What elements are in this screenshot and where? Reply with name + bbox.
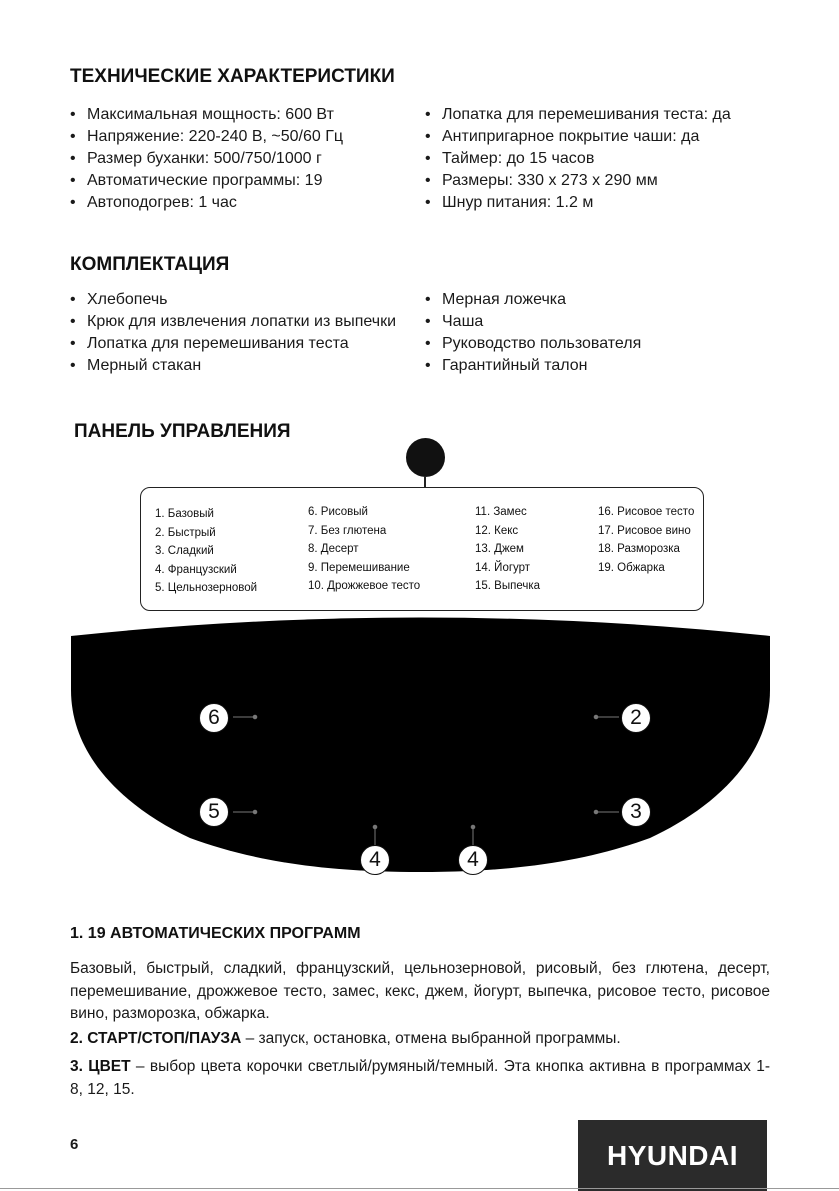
list-item: • Мерный стакан	[70, 355, 396, 377]
callout-marker: 4	[458, 845, 488, 875]
callout-marker: 2	[621, 703, 651, 733]
program-item: 8. Десерт	[308, 543, 359, 555]
list-item: • Гарантийный талон	[425, 355, 641, 377]
list-item: • Размер буханки: 500/750/1000 г	[70, 148, 343, 170]
brand-logo: HYUNDAI	[578, 1120, 767, 1191]
callout-marker: 3	[621, 797, 651, 827]
section-color	[70, 1056, 770, 1101]
panel-heading: ПАНЕЛЬ УПРАВЛЕНИЯ	[74, 421, 291, 442]
list-item: • Таймер: до 15 часов	[425, 148, 731, 170]
program-item: 6. Рисовый	[308, 506, 368, 518]
program-item: 18. Разморозка	[598, 543, 680, 555]
list-item: • Хлебопечь	[70, 289, 396, 311]
list-item: • Автоматические программы: 19	[70, 170, 343, 192]
program-item: 1. Базовый	[155, 508, 214, 520]
list-item: • Шнур питания: 1.2 м	[425, 192, 731, 214]
program-item: 7. Без глютена	[308, 524, 387, 537]
list-item: • Максимальная мощность: 600 Вт	[70, 104, 343, 126]
list-item: • Размеры: 330 x 273 x 290 мм	[425, 170, 731, 192]
program-item: 17. Рисовое вино	[598, 524, 691, 537]
section-text-color: – выбор цвета корочки светлый/румяный/темный. Эта кнопка активна в программах 1-8, 12, 15.	[70, 1058, 770, 1098]
program-item: 5. Цельнозерновой	[155, 582, 258, 594]
specs-heading: ТЕХНИЧЕСКИЕ ХАРАКТЕРИСТИКИ	[70, 66, 395, 87]
section-text-start-stop: – запуск, остановка, отмена выбранной программы.	[241, 1030, 621, 1047]
program-item: 14. Йогурт	[475, 561, 531, 574]
list-item: • Антипригарное покрытие чаши: да	[425, 126, 731, 148]
program-item: 10. Дрожжевое тесто	[308, 580, 421, 592]
list-item: • Мерная ложечка	[425, 289, 641, 311]
list-item: • Чаша	[425, 311, 641, 333]
section-text-programs: Базовый, быстрый, сладкий, французский, цельнозерновой, рисовый, без глютена, десерт, перемешивание, дрожжевое тесто, замес, кекс, джем, йогурт, выпечка, рисовое тесто, рисовое вино, разморозка, обжарка.	[70, 960, 770, 1022]
callout-marker: 5	[199, 797, 229, 827]
program-item: 2. Быстрый	[155, 526, 216, 539]
program-item: 13. Джем	[475, 543, 524, 555]
section-start-stop	[70, 1028, 770, 1051]
program-item: 11. Замес	[475, 506, 527, 518]
program-item: 16. Рисовое тесто	[598, 506, 695, 518]
list-item: • Автоподогрев: 1 час	[70, 192, 343, 214]
bottom-divider	[0, 1188, 839, 1189]
callout-marker: 4	[360, 845, 390, 875]
program-item: 4. Французский	[155, 563, 237, 576]
control-panel-shape	[71, 618, 770, 873]
list-item: • Крюк для извлечения лопатки из выпечки	[70, 311, 396, 333]
list-item: • Руководство пользователя	[425, 333, 641, 355]
program-item: 9. Перемешивание	[308, 561, 410, 574]
section-heading-start-stop: 2. СТАРТ/СТОП/ПАУЗА	[70, 1030, 242, 1047]
callout-marker: 6	[199, 703, 229, 733]
section-heading-color: 3. ЦВЕТ	[70, 1058, 131, 1075]
list-item: • Лопатка для перемешивания теста	[70, 333, 396, 355]
section-heading-programs: 1. 19 АВТОМАТИЧЕСКИХ ПРОГРАММ	[70, 925, 361, 942]
page-number: 6	[70, 1136, 79, 1153]
program-item: 15. Выпечка	[475, 580, 541, 592]
program-item: 19. Обжарка	[598, 561, 665, 574]
list-item: • Лопатка для перемешивания теста: да	[425, 104, 731, 126]
program-item: 12. Кекс	[475, 524, 519, 537]
kit-heading: КОМПЛЕКТАЦИЯ	[70, 254, 230, 275]
list-item: • Напряжение: 220-240 В, ~50/60 Гц	[70, 126, 343, 148]
program-item: 3. Сладкий	[155, 545, 214, 557]
